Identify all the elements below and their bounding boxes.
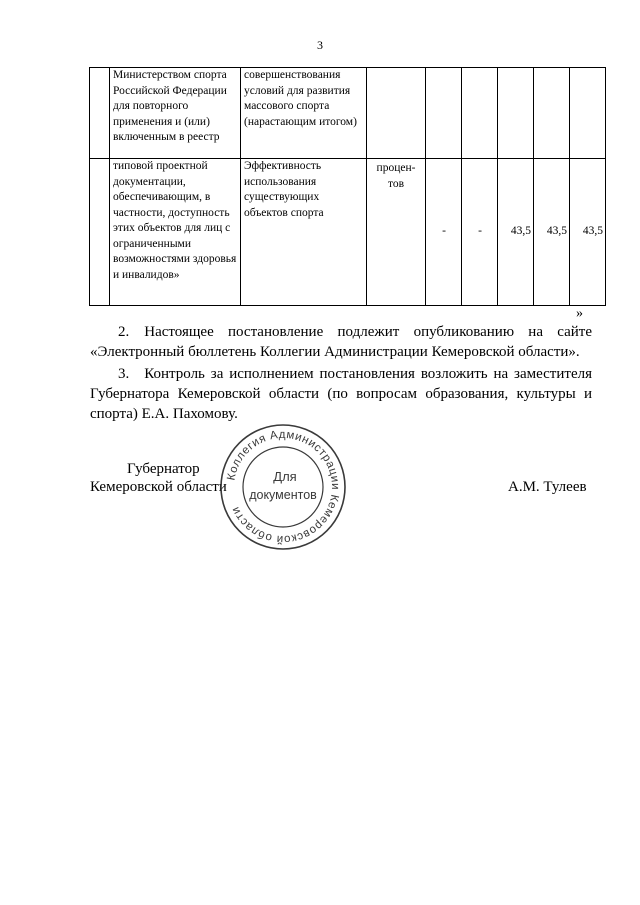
- table-cell-name: типовой проектной документации, обеспечивающим, в частности, доступность этих объектов для лиц с ограниченными возможностями здоровья и инвалидов»: [110, 159, 241, 306]
- table-cell-value: [498, 68, 534, 159]
- table-cell-unit: процен-тов: [367, 159, 426, 306]
- table-cell-value: [570, 68, 606, 159]
- table-cell-name: Министерством спорта Российской Федерации для повторного применения и (или) включенным в реестр: [110, 68, 241, 159]
- table-cell-indicator: совершенствования условий для развития массового спорта (нарастающим итогом): [241, 68, 367, 159]
- table-cell-value: 43,5: [498, 159, 534, 306]
- signatory-region: Кемеровской области: [90, 479, 227, 495]
- table-cell-value: [534, 68, 570, 159]
- stamp-inner-ring: [243, 447, 323, 527]
- table-cell-index: [90, 68, 110, 159]
- paragraph-control: [90, 364, 592, 424]
- paragraph-text: 2. Настоящее постановление подлежит опубликованию на сайте «Электронный бюллетень Коллегии Администрации Кемеровской области».: [90, 324, 592, 360]
- table-row: [90, 159, 606, 306]
- signatory-title: Губернатор: [127, 461, 200, 477]
- paragraph-publication: [90, 322, 592, 362]
- signatory-name: А.М. Тулеев: [508, 479, 587, 495]
- table-cell-value: -: [426, 159, 462, 306]
- page-number: 3: [317, 38, 323, 52]
- indicators-table: [89, 67, 606, 306]
- stamp-outer-ring: [221, 425, 345, 549]
- stamp-ring-text: Коллегия Администрации Кемеровской области: [225, 428, 342, 546]
- table-row: [90, 68, 606, 159]
- table-cell-indicator: Эффективность использования существующих объектов спорта: [241, 159, 367, 306]
- table-cell-value: [426, 68, 462, 159]
- closing-quote: »: [576, 306, 583, 321]
- table-cell-value: 43,5: [570, 159, 606, 306]
- table-cell-value: [462, 68, 498, 159]
- table-cell-index: [90, 159, 110, 306]
- stamp-center-line2: документов: [249, 488, 317, 502]
- official-seal-stamp: [219, 423, 347, 551]
- table-cell-value: 43,5: [534, 159, 570, 306]
- table-cell-unit: [367, 68, 426, 159]
- table-cell-value: -: [462, 159, 498, 306]
- paragraph-text: 3. Контроль за исполнением постановления возложить на заместителя Губернатора Кемеровской области (по вопросам образования, культуры и спорта) Е.А. Пахомову.: [90, 366, 592, 422]
- stamp-center-line1: Для: [273, 469, 297, 484]
